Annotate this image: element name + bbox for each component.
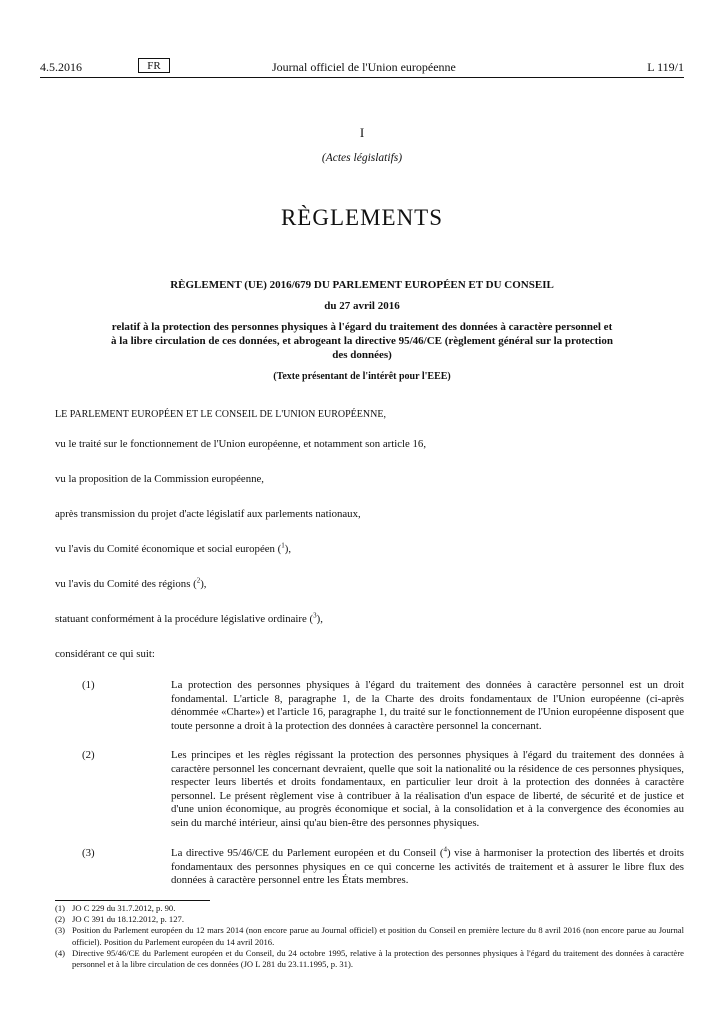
regulation-date: du 27 avril 2016	[324, 300, 400, 312]
footnote-text: Directive 95/46/CE du Parlement européen et du Conseil, du 24 octobre 1995, relative à la protection des personnes physiques à l'égard du traitement des données à caractère personnel et à la libre circulation de ces données (JO L 281 du 23.11.1995, p. 31).	[72, 947, 684, 970]
footnote-text: JO C 391 du 18.12.2012, p. 127.	[72, 914, 184, 925]
recital-2	[55, 749, 684, 831]
footnote-divider	[55, 900, 210, 901]
preamble-authors: LE PARLEMENT EUROPÉEN ET LE CONSEIL DE L'UNION EUROPÉENNE,	[55, 409, 386, 420]
footnote-mark: (2)	[55, 914, 66, 925]
journal-title: Journal officiel de l'Union européenne	[272, 60, 456, 74]
preamble-whereas: considérant ce qui suit:	[55, 648, 155, 660]
footnote-ref[interactable]: 3	[313, 611, 317, 620]
footnote-ref[interactable]: 2	[196, 576, 201, 585]
footnote-item	[55, 925, 684, 947]
journal-reference: L 119/1	[647, 60, 684, 74]
header-divider	[40, 77, 684, 78]
recital-text: La protection des personnes physiques à l'égard du traitement des données à caractère personnel est un droit fondamental. L'article 8, paragraphe 1, de la Charte des droits fondamentaux de l'Union européenne (ci-après dénommée «Charte») et l'article 16, paragraphe 1, du traité sur le fonctionnement de l'Union européenne disposent que toute personne a droit à la protection des données à caractère personnel la concernant.	[171, 679, 684, 732]
preamble-eesc-opinion: vu l'avis du Comité économique et social européen ($^1$),	[55, 541, 292, 555]
footnote-item	[55, 948, 684, 970]
footnote-item	[55, 903, 684, 914]
footnote-item	[55, 914, 684, 925]
recital-text: Les principes et les règles régissant la protection des personnes physiques à l'égard du traitement des données à caractère personnel les concernant devraient, quelle que soit la nationalité ou la résidence de ces personnes physiques, respecter leurs libertés et droits fondamentaux, en particulier leur droit à la protection des données à caractère personnel. Le présent règlement vise à contribuer à la réalisation d'un espace de liberté, de sécurité et de justice et d'une union économique, au progrès économique et social, à la consolidation et à la convergence des économies au sein du marché intérieur, ainsi qu'au bien-être des personnes physiques.	[171, 749, 684, 829]
footnote-text: Position du Parlement européen du 12 mars 2014 (non encore parue au Journal officiel) et position du Conseil en première lecture du 8 avril 2016 (non encore parue au Journal officiel). Position du Parlement européen du 14 avril 2016.	[72, 925, 684, 947]
recital-number: (2)	[82, 749, 95, 761]
part-number: I	[359, 125, 365, 140]
publication-date: 4.5.2016	[40, 60, 82, 74]
eee-relevance-note: (Texte présentant de l'intérêt pour l'EEE)	[273, 371, 451, 382]
recital-number: (3)	[82, 847, 95, 859]
acts-label: (Actes législatifs)	[321, 152, 403, 164]
footnote-ref[interactable]: 1	[281, 541, 285, 550]
footnotes	[55, 903, 684, 970]
footnote-text: JO C 229 du 31.7.2012, p. 90.	[72, 903, 176, 913]
recital-3	[55, 847, 684, 888]
language-badge: FR	[138, 58, 170, 73]
footnote-ref[interactable]: 4	[443, 845, 447, 854]
footnote-mark: (3)	[55, 925, 66, 936]
preamble-transmission: après transmission du projet d'acte législatif aux parlements nationaux,	[55, 508, 361, 520]
regulation-subject: relatif à la protection des personnes physiques à l'égard du traitement des données à caractère personnel et à la libre circulation de ces données, et abrogeant la directive 95/46/CE (règlement général sur la protection des données)	[111, 321, 613, 361]
section-title: RÈGLEMENTS	[280, 205, 444, 230]
recital-1	[55, 679, 684, 733]
preamble-procedure: statuant conformément à la procédure législative ordinaire ($^3$),	[55, 611, 323, 625]
footnote-mark: (4)	[55, 947, 66, 958]
regulation-title: RÈGLEMENT (UE) 2016/679 DU PARLEMENT EUROPÉEN ET DU CONSEIL	[170, 279, 554, 291]
page-header	[40, 58, 684, 78]
recital-text: La directive 95/46/CE du Parlement européen et du Conseil ($^4$) vise à harmoniser la protection des libertés et droits fondamentaux des personnes physiques en ce qui concerne les activités de traitement et à assurer le libre flux des données à caractère personnel entre les États membres.	[171, 845, 685, 887]
preamble-treaty: vu le traité sur le fonctionnement de l'Union européenne, et notamment son article 16,	[55, 438, 427, 450]
recital-number: (1)	[82, 679, 95, 691]
preamble-regions-opinion: vu l'avis du Comité des régions ($^2$),	[55, 576, 207, 590]
footnote-mark: (1)	[55, 903, 66, 913]
preamble-proposal: vu la proposition de la Commission européenne,	[55, 473, 265, 485]
